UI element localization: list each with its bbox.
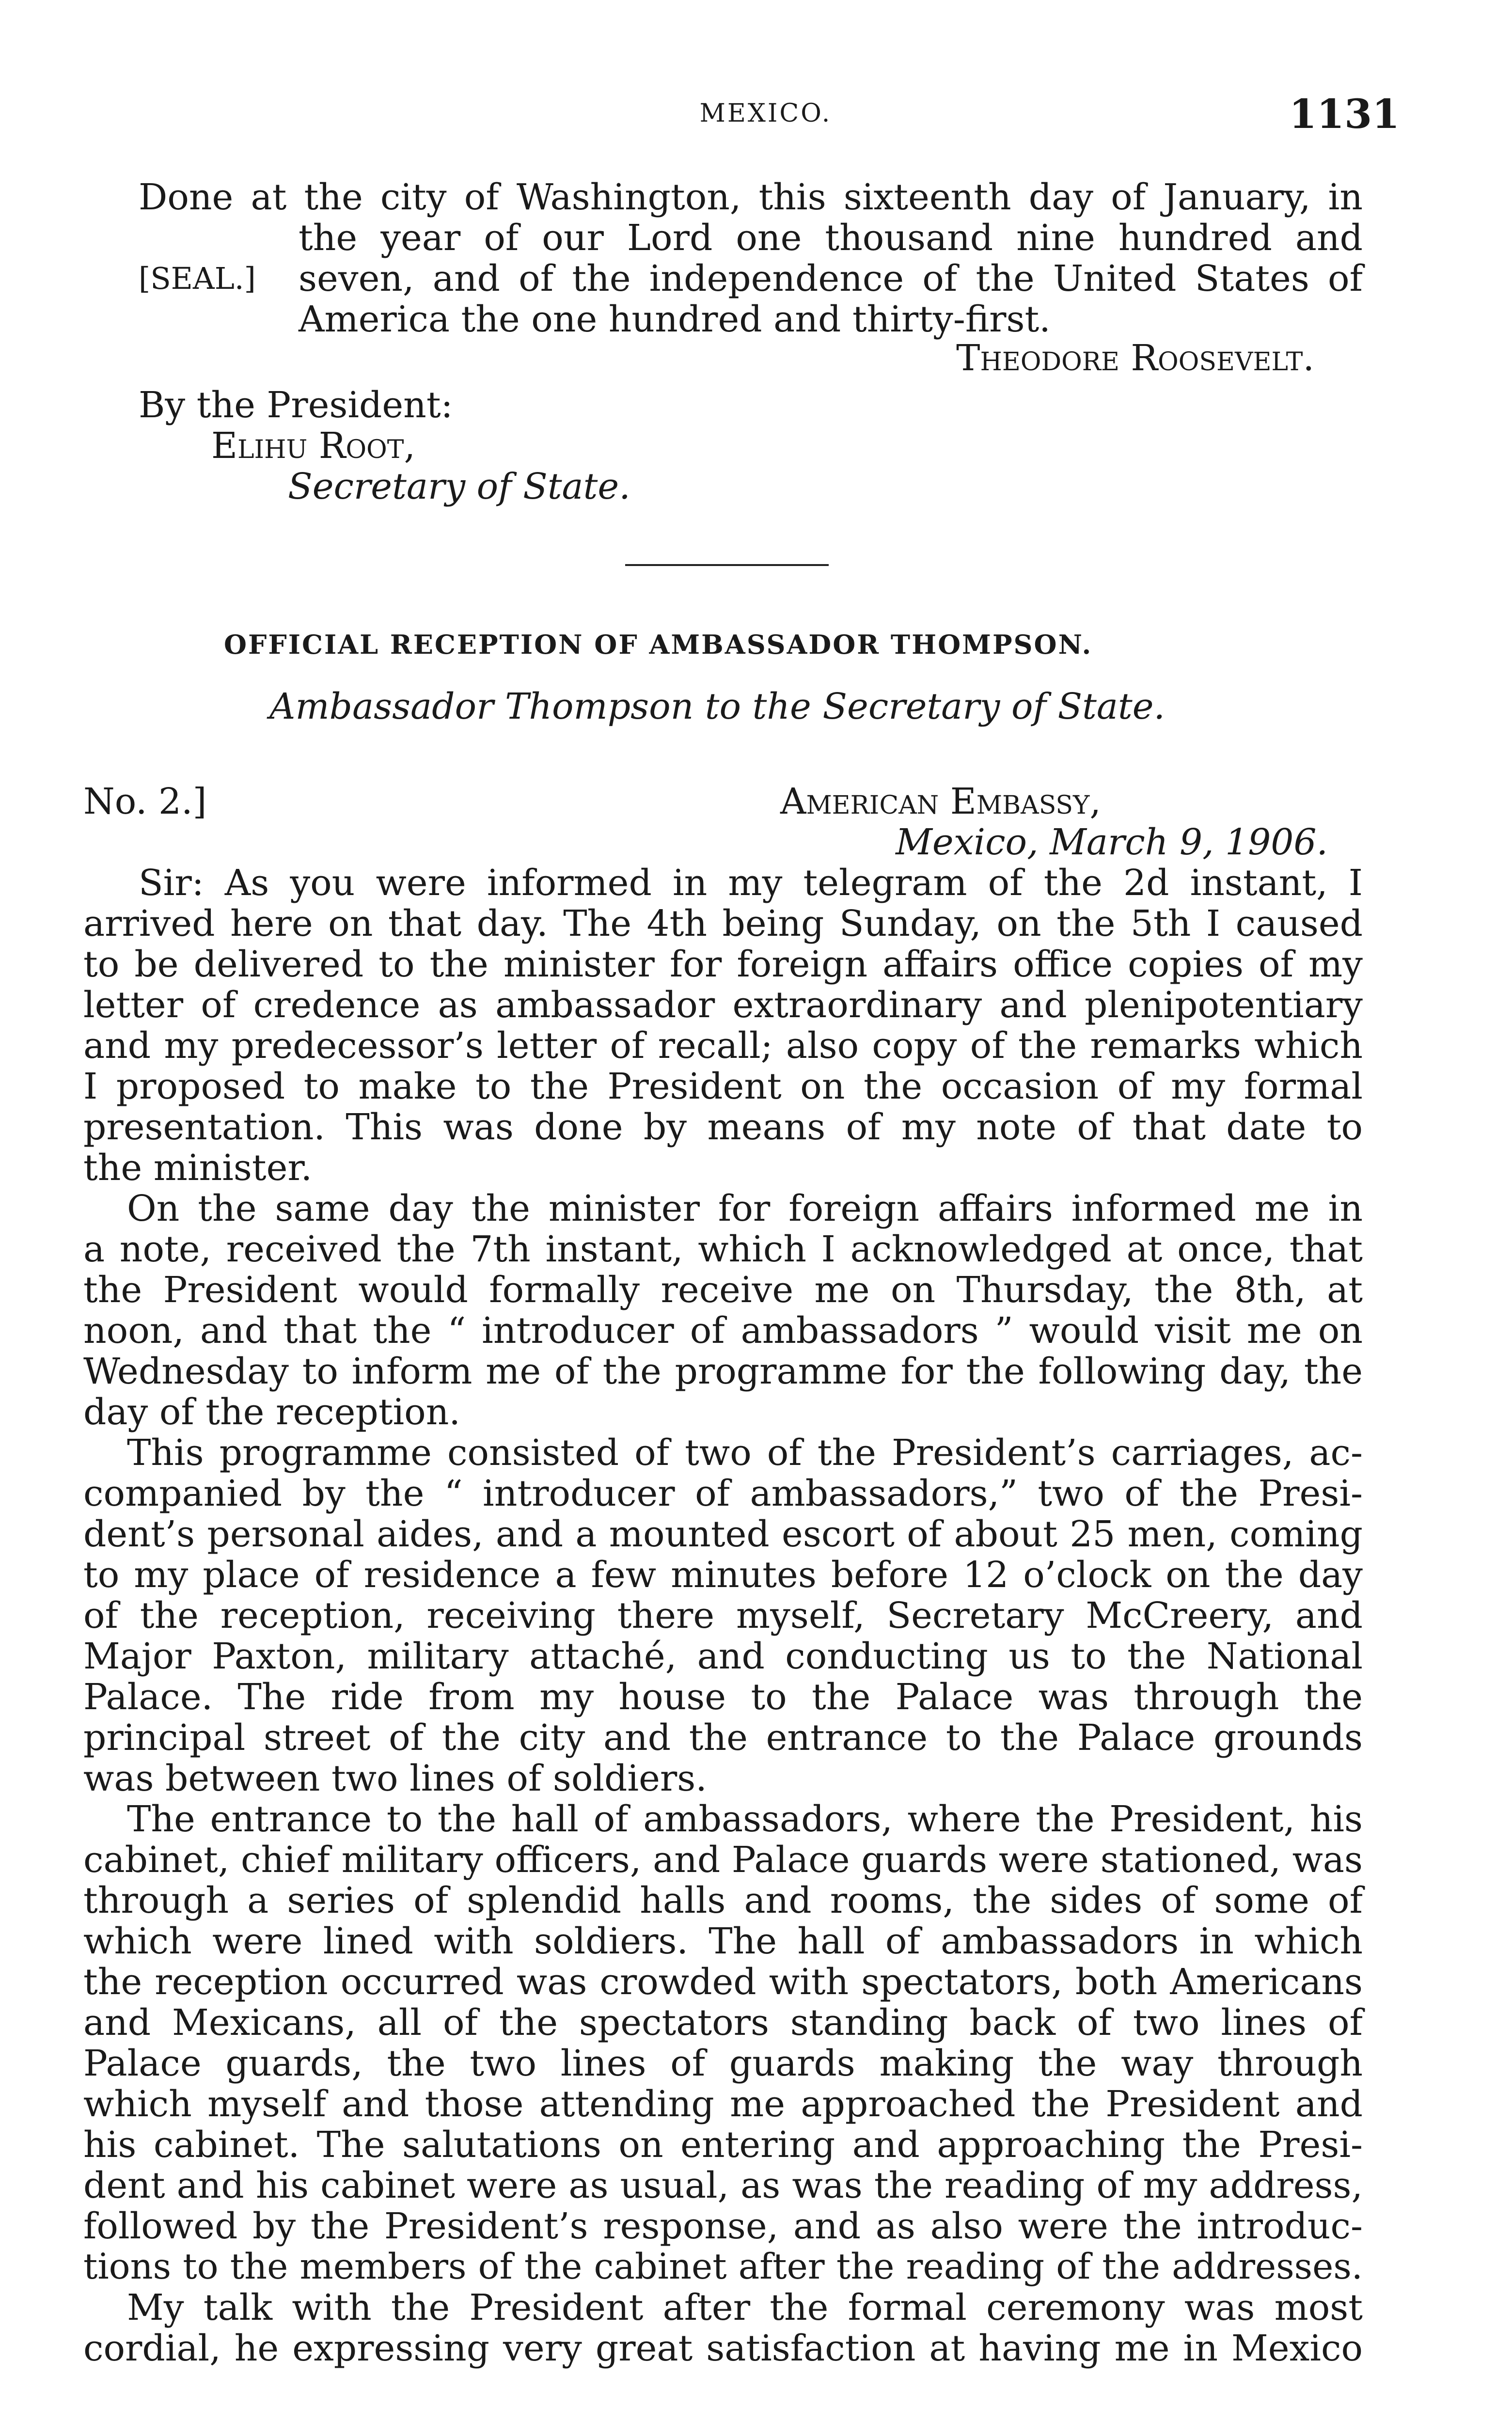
body-line: On the same day the minister for foreign affairs informed me in: [127, 1188, 1363, 1229]
body-line: dent and his cabinet were as usual, as was the reading of my address,: [83, 2165, 1363, 2206]
body-line: presentation. This was done by means of my note of that date to: [83, 1106, 1363, 1148]
body-line: letter of credence as ambassador extraordinary and plenipotentiary: [83, 984, 1363, 1026]
body-line: the President would formally receive me on Thursday, the 8th, at: [83, 1269, 1363, 1311]
proclamation-line: Done at the city of Washington, this sixteenth day of January, in: [139, 176, 1363, 218]
body-line: This programme consisted of two of the President’s carriages, ac-: [127, 1432, 1363, 1474]
body-line: Sir: As you were informed in my telegram of the 2d instant, I: [139, 862, 1363, 904]
body-line: principal street of the city and the entrance to the Palace grounds: [83, 1717, 1363, 1759]
countersigner-name: Elihu Root,: [211, 425, 415, 467]
president-signature: Theodore Roosevelt.: [956, 337, 1314, 379]
body-line: through a series of splendid halls and rooms, the sides of some of: [83, 1880, 1363, 1921]
body-line: tions to the members of the cabinet after the reading of the addresses.: [83, 2246, 1363, 2287]
seal-mark: [SEAL.]: [139, 261, 256, 296]
body-line: a note, received the 7th instant, which I acknowledged at once, that: [83, 1228, 1363, 1270]
body-line: followed by the President’s response, and as also were the introduc-: [83, 2205, 1363, 2247]
body-line: arrived here on that day. The 4th being Sunday, on the 5th I caused: [83, 903, 1363, 944]
dispatch-place-date: Mexico, March 9, 1906.: [896, 821, 1328, 863]
body-line: his cabinet. The salutations on entering and approaching the Presi-: [83, 2124, 1363, 2166]
body-line: I proposed to make to the President on the occasion of my formal: [83, 1066, 1363, 1107]
body-line: and Mexicans, all of the spectators standing back of two lines of: [83, 2002, 1363, 2044]
body-line: which were lined with soldiers. The hall of ambassadors in which: [83, 1920, 1363, 1962]
section-subheading: Ambassador Thompson to the Secretary of State.: [269, 686, 1166, 727]
body-line: Palace guards, the two lines of guards making the way through: [83, 2043, 1363, 2084]
body-line: the minister.: [83, 1147, 313, 1189]
countersigner-title: Secretary of State.: [288, 466, 630, 507]
body-line: Palace. The ride from my house to the Palace was through the: [83, 1676, 1363, 1718]
body-line: and my predecessor’s letter of recall; also copy of the remarks which: [83, 1025, 1363, 1067]
by-the-president-label: By the President:: [139, 384, 453, 426]
body-line: Major Paxton, military attaché, and conducting us to the National: [83, 1636, 1363, 1677]
body-line: The entrance to the hall of ambassadors, where the President, his: [127, 1798, 1363, 1840]
body-line: to my place of residence a few minutes before 12 o’clock on the day: [83, 1554, 1363, 1596]
body-line: My talk with the President after the formal ceremony was most: [127, 2287, 1363, 2329]
body-line: noon, and that the “ introducer of ambassadors ” would visit me on: [83, 1310, 1363, 1352]
body-line: day of the reception.: [83, 1391, 460, 1433]
body-line: cabinet, chief military officers, and Palace guards were stationed, was: [83, 1839, 1363, 1881]
proclamation-line: the year of our Lord one thousand nine hundred and: [299, 217, 1363, 259]
dispatch-sender: American Embassy,: [780, 781, 1101, 822]
proclamation-line: America the one hundred and thirty-first.: [299, 299, 1051, 340]
dispatch-number: No. 2.]: [83, 781, 207, 822]
body-line: which myself and those attending me approached the President and: [83, 2083, 1363, 2125]
body-line: cordial, he expressing very great satisfaction at having me in Mexico: [83, 2328, 1363, 2369]
section-divider: [625, 564, 829, 566]
body-line: the reception occurred was crowded with spectators, both Americans: [83, 1961, 1363, 2003]
body-line: was between two lines of soldiers.: [83, 1758, 707, 1799]
body-line: companied by the “ introducer of ambassadors,” two of the Presi-: [83, 1473, 1363, 1514]
section-heading: OFFICIAL RECEPTION OF AMBASSADOR THOMPSON.: [224, 629, 1093, 660]
body-line: to be delivered to the minister for foreign affairs office copies of my: [83, 944, 1363, 985]
body-line: dent’s personal aides, and a mounted escort of about 25 men, coming: [83, 1513, 1363, 1555]
page-number: 1131: [1289, 91, 1400, 138]
running-header-title: MEXICO.: [699, 99, 832, 128]
proclamation-line: seven, and of the independence of the United States of: [299, 258, 1363, 299]
body-line: Wednesday to inform me of the programme for the following day, the: [83, 1351, 1363, 1392]
body-line: of the reception, receiving there myself, Secretary McCreery, and: [83, 1595, 1363, 1636]
